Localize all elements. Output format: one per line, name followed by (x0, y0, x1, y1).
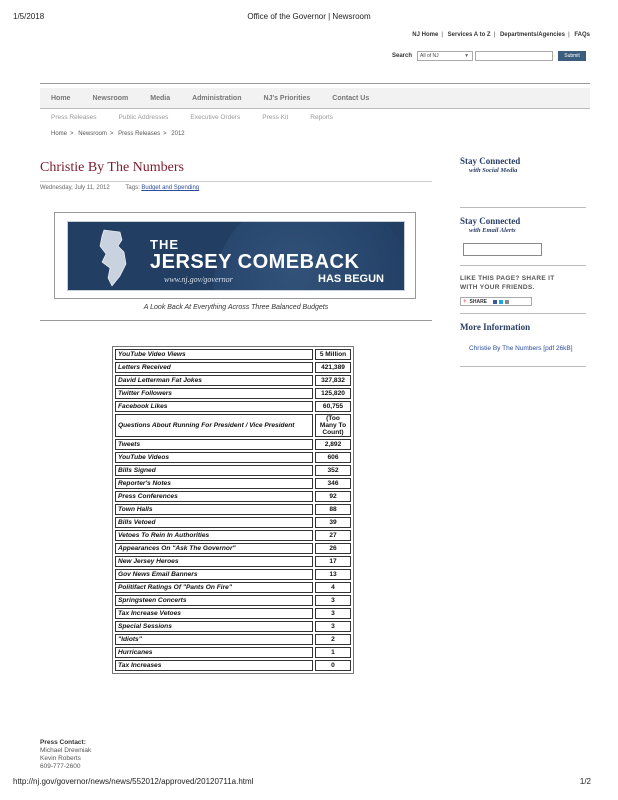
stat-label: David Letterman Fat Jokes (115, 375, 313, 386)
divider (460, 265, 586, 266)
banner-frame (54, 212, 416, 299)
stats-row (115, 556, 351, 567)
nav-item-priorities[interactable]: NJ's Priorities (263, 94, 311, 102)
stat-label: New Jersey Heroes (115, 556, 313, 567)
stats-row (115, 362, 351, 373)
print-title: Office of the Governor | Newsroom (247, 12, 371, 21)
stats-row (115, 621, 351, 632)
breadcrumb-press-releases[interactable]: Press Releases (118, 131, 161, 137)
stat-value: 5 Million (315, 349, 351, 360)
banner-url: www.nj.gov/governor (164, 275, 233, 284)
stat-value: 3 (315, 621, 351, 632)
stats-row (115, 634, 351, 645)
banner-caption: A Look Back At Everything Across Three Balanced Budgets (143, 304, 329, 311)
breadcrumb-year: 2012 (171, 131, 185, 137)
stat-value: 13 (315, 569, 351, 580)
tags-label: Tags: (125, 185, 140, 191)
stat-label: Tax Increases (115, 660, 313, 671)
stat-value: 327,832 (315, 375, 351, 386)
stats-row (115, 595, 351, 606)
stat-label: Questions About Running For President / Vice President (115, 414, 313, 437)
article-date: Wednesday, July 11, 2012 (40, 185, 110, 191)
stat-value: 39 (315, 517, 351, 528)
utility-link-faqs[interactable]: FAQs (574, 32, 590, 38)
stat-value: 17 (315, 556, 351, 567)
stat-label: Springsteen Concerts (115, 595, 313, 606)
stats-row (115, 660, 351, 671)
main-nav (40, 88, 590, 108)
stat-label: Facebook Likes (115, 401, 313, 412)
stat-value: 352 (315, 465, 351, 476)
search-label: Search (392, 53, 413, 59)
subnav-item-public-addresses[interactable]: Public Addresses (118, 114, 169, 121)
utility-link-nj-home[interactable]: NJ Home (412, 32, 439, 38)
stat-label: YouTube Videos (115, 452, 313, 463)
page-title: Christie By The Numbers (40, 160, 185, 175)
stat-label: Appearances On "Ask The Governor" (115, 543, 313, 554)
search-scope-select[interactable] (417, 51, 473, 61)
press-contact-name: Kevin Roberts (40, 755, 81, 762)
stat-label: Gov News Email Banners (115, 569, 313, 580)
stat-label: Politifact Ratings Of "Pants On Fire" (115, 582, 313, 593)
share-prompt-line-1: LIKE THIS PAGE? SHARE IT (460, 275, 555, 282)
stat-label: YouTube Video Views (115, 349, 313, 360)
breadcrumb: Home > Newsroom > Press Releases > 2012 (51, 131, 185, 137)
stat-value: 27 (315, 530, 351, 541)
press-contact-phone: 609-777-2600 (40, 763, 81, 770)
stat-value: 2 (315, 634, 351, 645)
stat-value: (Too Many To Count) (315, 414, 351, 437)
share-label: SHARE (469, 298, 488, 305)
stat-value: 1 (315, 647, 351, 658)
stats-row (115, 517, 351, 528)
stat-value: 26 (315, 543, 351, 554)
print-footer-page: 1/2 (579, 777, 591, 786)
stats-row (115, 452, 351, 463)
stat-label: Vetoes To Rein In Authorities (115, 530, 313, 541)
email-icon (505, 300, 509, 304)
stat-label: Special Sessions (115, 621, 313, 632)
share-prompt (460, 274, 554, 292)
divider (460, 366, 586, 367)
stats-row (115, 608, 351, 619)
stat-label: Tweets (115, 439, 313, 450)
divider (460, 313, 586, 314)
breadcrumb-newsroom[interactable]: Newsroom (78, 131, 107, 137)
search-scope-value: All of NJ (420, 53, 439, 59)
stat-value: 125,820 (315, 388, 351, 399)
stat-value: 0 (315, 660, 351, 671)
search-bar (392, 50, 586, 62)
stat-label: Letters Received (115, 362, 313, 373)
search-submit-button[interactable]: Submit (558, 51, 586, 61)
share-button[interactable] (460, 297, 532, 306)
banner-line-2: JERSEY COMEBACK (150, 251, 360, 273)
stat-value: 3 (315, 595, 351, 606)
sidebar-email-heading: Stay Connected (460, 216, 521, 226)
sub-nav (51, 114, 355, 121)
stat-label: Bills Signed (115, 465, 313, 476)
stat-label: Hurricanes (115, 647, 313, 658)
breadcrumb-home[interactable]: Home (51, 131, 68, 137)
facebook-icon (493, 300, 497, 304)
stats-row (115, 530, 351, 541)
press-contact-name: Michael Drewniak (40, 747, 92, 754)
stats-row (115, 569, 351, 580)
stats-row (115, 543, 351, 554)
utility-nav: NJ Home | Services A to Z | Departments/Agencies | FAQs (412, 32, 590, 38)
stat-value: 88 (315, 504, 351, 515)
email-alerts-input[interactable] (463, 243, 542, 256)
stat-value: 60,755 (315, 401, 351, 412)
stat-value: 4 (315, 582, 351, 593)
stats-row (115, 388, 351, 399)
banner-line-3: HAS BEGUN (318, 273, 385, 285)
subnav-item-executive-orders[interactable]: Executive Orders (190, 114, 241, 121)
stats-row (115, 582, 351, 593)
sidebar-social-heading: Stay Connected (460, 156, 521, 166)
article-meta (40, 185, 199, 191)
stat-label: Bills Vetoed (115, 517, 313, 528)
plus-icon: + (463, 298, 467, 305)
stat-label: Tax Increase Vetoes (115, 608, 313, 619)
nav-item-media[interactable]: Media (150, 94, 171, 102)
stat-label: Twitter Followers (115, 388, 313, 399)
print-footer-url: http://nj.gov/governor/news/news/552012/approved/20120711a.html (13, 777, 254, 786)
stat-value: 606 (315, 452, 351, 463)
subnav-item-reports[interactable]: Reports (310, 114, 334, 121)
nav-item-home[interactable]: Home (51, 94, 71, 102)
nav-item-newsroom[interactable]: Newsroom (92, 94, 129, 102)
twitter-icon (499, 300, 503, 304)
stats-row (115, 414, 351, 437)
tag-link[interactable]: Budget and Spending (141, 185, 200, 191)
stat-label: Press Conferences (115, 491, 313, 502)
stat-value: 346 (315, 478, 351, 489)
divider (40, 108, 590, 109)
stats-row (115, 478, 351, 489)
press-contact-heading: Press Contact: (40, 739, 86, 746)
stat-value: 3 (315, 608, 351, 619)
utility-link-departments[interactable]: Departments/Agencies (499, 32, 565, 38)
stats-row (115, 349, 351, 360)
stat-value: 92 (315, 491, 351, 502)
stats-row (115, 465, 351, 476)
stats-table (112, 346, 354, 674)
stats-row (115, 439, 351, 450)
new-jersey-map-icon (96, 228, 130, 288)
pdf-link[interactable]: Christie By The Numbers [pdf 26kB] (469, 345, 573, 352)
nav-item-contact[interactable]: Contact Us (332, 94, 370, 102)
chevron-down-icon: ▼ (464, 53, 470, 59)
jersey-comeback-banner (67, 221, 405, 291)
divider (40, 320, 432, 321)
utility-link-services[interactable]: Services A to Z (447, 32, 491, 38)
subnav-item-press-releases[interactable]: Press Releases (51, 114, 97, 121)
nav-item-administration[interactable]: Administration (192, 94, 242, 102)
stat-label: "Idiots" (115, 634, 313, 645)
stat-label: Town Halls (115, 504, 313, 515)
divider (40, 181, 432, 182)
stats-row (115, 491, 351, 502)
press-contact (40, 739, 91, 771)
sidebar-more-heading: More Information (460, 322, 531, 332)
sidebar-social-link[interactable]: with Social Media (469, 167, 518, 174)
stats-row (115, 401, 351, 412)
divider (40, 83, 590, 84)
divider (460, 207, 586, 208)
search-input[interactable] (475, 51, 553, 61)
stat-value: 2,892 (315, 439, 351, 450)
stat-value: 421,389 (315, 362, 351, 373)
stats-row (115, 375, 351, 386)
subnav-item-press-kit[interactable]: Press Kit (262, 114, 289, 121)
stats-row (115, 504, 351, 515)
stat-label: Reporter's Notes (115, 478, 313, 489)
print-date: 1/5/2018 (13, 12, 45, 21)
stats-row (115, 647, 351, 658)
share-prompt-line-2: WITH YOUR FRIENDS. (460, 284, 535, 291)
sidebar-email-link[interactable]: with Email Alerts (469, 227, 516, 234)
banner-line-1: THE (150, 237, 179, 252)
